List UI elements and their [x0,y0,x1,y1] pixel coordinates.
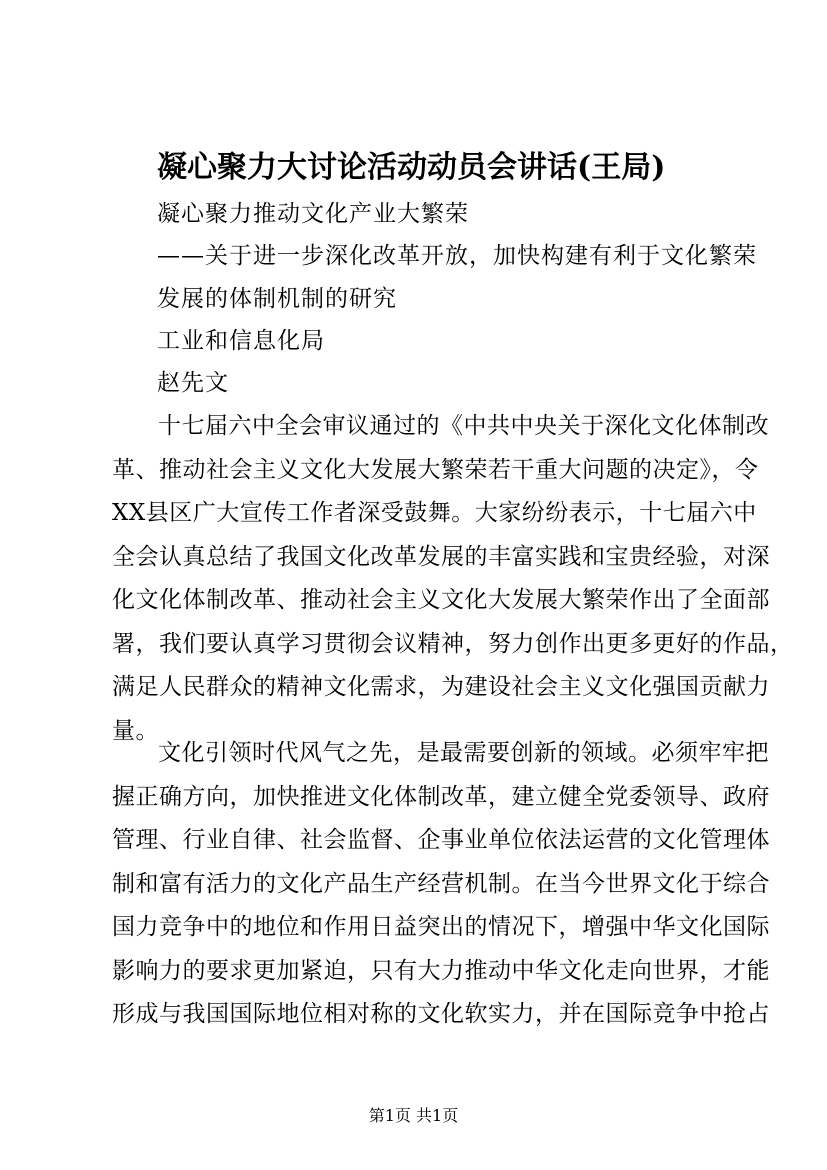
document-title: 凝心聚力大讨论活动动员会讲话(王局) [157,150,666,185]
paragraph-line: 满足人民群众的精神文化需求，为建设社会主义文化强国贡献力 [112,674,770,700]
paragraph-line: 全会认真总结了我国文化改革发展的丰富实践和宝贵经验，对深 [112,543,770,570]
document-subtitle-line-1: ——关于进一步深化改革开放，加快构建有利于文化繁荣 [157,243,757,269]
author-name: 赵先文 [157,370,229,396]
paragraph-line: 制和富有活力的文化产品生产经营机制。在当今世界文化于综合 [112,870,770,897]
paragraph-line: 影响力的要求更加紧迫，只有大力推动中华文化走向世界，才能 [112,957,770,984]
paragraph-line: 化文化体制改革、推动社会主义文化大发展大繁荣作出了全面部 [112,587,770,613]
paragraph-line: 革、推动社会主义文化大发展大繁荣若干重大问题的决定》，令 [112,456,759,483]
paragraph-line: 握正确方向，加快推进文化体制改革，建立健全党委领导、政府 [112,783,770,810]
paragraph-line: 文化引领时代风气之先，是最需要创新的领域。必须牢牢把 [158,740,769,766]
paragraph-line: 管理、行业自律、社会监督、企事业单位依法运营的文化管理体 [112,827,770,853]
body-paragraph-2 [112,732,770,1037]
document-subtitle-line-2: 发展的体制机制的研究 [157,286,397,312]
paragraph-line: 十七届六中全会审议通过的《中共中央关于深化文化体制改 [158,413,769,439]
paragraph-line: XX县区广大宣传工作者深受鼓舞。大家纷纷表示，十七届六中 [112,500,757,526]
document-subtitle: 凝心聚力推动文化产业大繁荣 [157,201,469,227]
paragraph-line: 量。 [112,717,159,744]
organization-name: 工业和信息化局 [157,328,325,354]
paragraph-line: 署，我们要认真学习贯彻会议精神，努力创作出更多更好的作品， [112,630,794,657]
paragraph-line: 国力竞争中的地位和作用日益突出的情况下，增强中华文化国际 [112,914,770,940]
page-footer: 第1页 共1页 [368,1106,459,1125]
paragraph-line: 形成与我国国际地位相对称的文化软实力，并在国际竞争中抢占 [112,1001,770,1027]
